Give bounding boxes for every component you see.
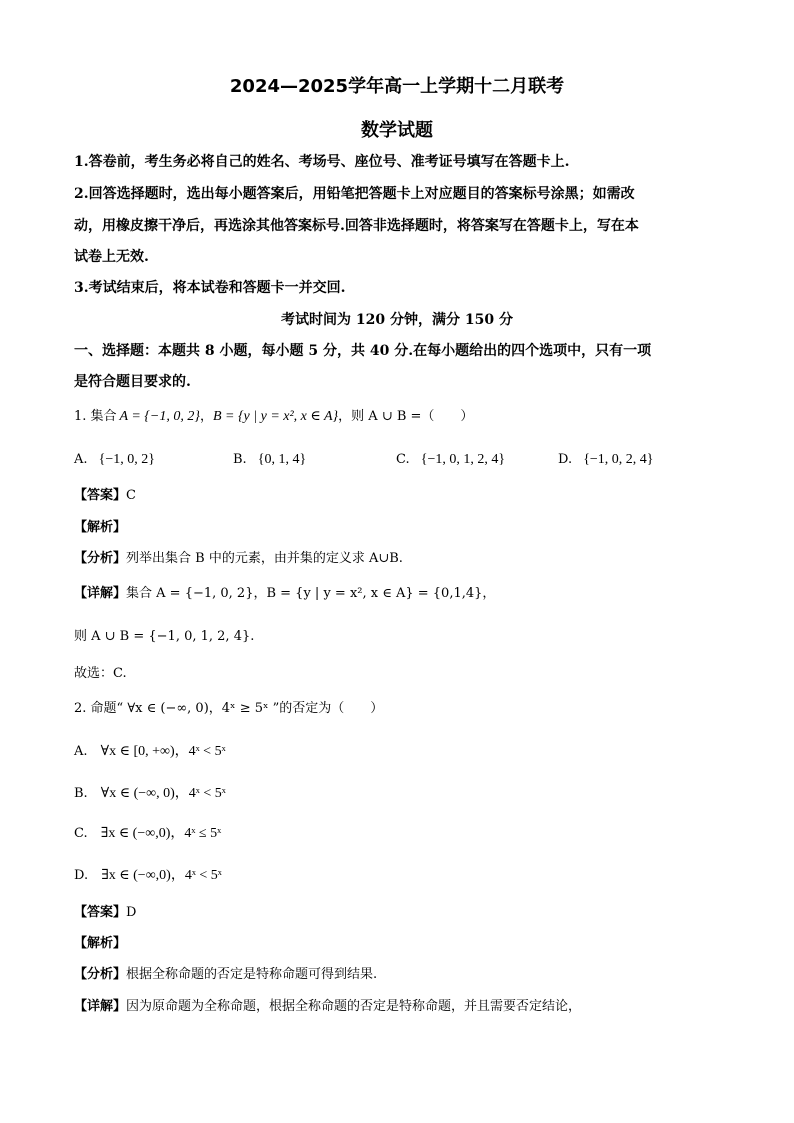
q2-xiangjie-line: [74, 995, 581, 1014]
option-label: D.: [558, 452, 573, 467]
xiangjie-tag: 【详解】: [74, 999, 127, 1014]
instruction-2-cont: 动，用橡皮擦干净后，再选涂其他答案标号.回答非选择题时，将答案写在答题卡上，写在本: [74, 218, 639, 234]
option-value: ∀x ∈ (−∞, 0)，4ˣ < 5ˣ: [100, 786, 226, 801]
option-value: ∃x ∈ (−∞,0)，4ˣ < 5ˣ: [101, 868, 222, 883]
section-heading: 一、选择题：本题共 8 小题，每小题 5 分，共 40 分.在每小题给出的四个选项中，只有一项: [74, 343, 652, 359]
analysis-tag: 【解析】: [74, 936, 127, 951]
question-1-suffix: ，则 A ∪ B =（ ）: [338, 409, 474, 424]
question-1-prefix: 1. 集合: [74, 409, 117, 424]
question-1-stem: [74, 405, 473, 425]
answer-value: C: [126, 488, 136, 503]
analysis-tag: 【解析】: [74, 520, 127, 535]
option-a: [74, 448, 155, 468]
option-value: {−1, 0, 1, 2, 4}: [420, 452, 506, 467]
fenxi-tag: 【分析】: [74, 551, 127, 566]
option-label: C.: [74, 826, 88, 841]
xiangjie-tag: 【详解】: [74, 586, 127, 601]
instruction-2-end: 试卷上无效.: [74, 249, 149, 265]
option-label: A.: [74, 744, 88, 759]
option-label: A.: [74, 452, 88, 467]
q2-fenxi-line: [74, 963, 377, 982]
page-title: 2024—2025学年高一上学期十二月联考: [229, 76, 565, 97]
section-heading-cont: 是符合题目要求的.: [74, 374, 191, 390]
fenxi-text: 根据全称命题的否定是特称命题可得到结果.: [126, 967, 378, 982]
option-label: D.: [74, 868, 89, 883]
instruction-3: 3.考试结束后，将本试卷和答题卡一并交回.: [74, 280, 346, 296]
option-label: B.: [74, 786, 88, 801]
exam-time: 考试时间为 120 分钟，满分 150 分: [281, 312, 513, 328]
option-label: C.: [396, 452, 410, 467]
set-b-expression: B = {y | y = x², x ∈ A}: [212, 409, 339, 424]
fenxi-tag: 【分析】: [74, 967, 127, 982]
option-value: ∀x ∈ [0, +∞)，4ˣ < 5ˣ: [100, 744, 226, 759]
fenxi-line: [74, 547, 403, 566]
page-subtitle: 数学试题: [361, 120, 433, 141]
answer-tag: 【答案】: [74, 488, 127, 503]
option-d: [558, 448, 654, 468]
option-value: ∃x ∈ (−∞,0)，4ˣ ≤ 5ˣ: [100, 826, 222, 841]
separator: ，: [199, 409, 213, 424]
fenxi-text: 列举出集合 B 中的元素，由并集的定义求 A∪B.: [126, 551, 403, 566]
q2-option-c: [74, 822, 221, 842]
q2-option-b: [74, 782, 226, 802]
xiangjie-line: [74, 582, 495, 601]
option-b: [233, 448, 306, 468]
q2-option-a: [74, 740, 226, 760]
answer-value: D: [126, 905, 137, 920]
option-value: {−1, 0, 2, 4}: [583, 452, 654, 467]
option-label: B.: [233, 452, 247, 467]
choose-line: 故选：C.: [74, 666, 127, 681]
q2-option-d: [74, 864, 222, 884]
set-a-expression: A = {−1, 0, 2}: [119, 409, 200, 424]
analysis-line: [74, 516, 126, 535]
question-2-stem: 2. 命题“ ∀x ∈ (−∞, 0)，4ˣ ≥ 5ˣ ”的否定为（ ）: [74, 701, 384, 716]
xiangjie-text: 因为原命题为全称命题，根据全称命题的否定是特称命题，并且需要否定结论，: [126, 999, 582, 1014]
instruction-2: 2.回答选择题时，选出每小题答案后，用铅笔把答题卡上对应题目的答案标号涂黑；如需改: [74, 186, 635, 202]
xiangjie-text: 集合 A = {−1, 0, 2}，B = {y | y = x², x ∈ A} = {0,1,4}，: [126, 586, 496, 601]
answer-line: [74, 484, 136, 503]
q2-analysis-line: [74, 932, 126, 951]
option-value: {0, 1, 4}: [257, 452, 307, 467]
option-value: {−1, 0, 2}: [98, 452, 155, 467]
union-result: 则 A ∪ B = {−1, 0, 1, 2, 4}.: [74, 629, 255, 644]
option-c: [396, 448, 505, 468]
q2-answer-line: [74, 901, 136, 920]
instruction-1: 1.答卷前，考生务必将自己的姓名、考场号、座位号、准考证号填写在答题卡上.: [74, 154, 570, 170]
answer-tag: 【答案】: [74, 905, 127, 920]
